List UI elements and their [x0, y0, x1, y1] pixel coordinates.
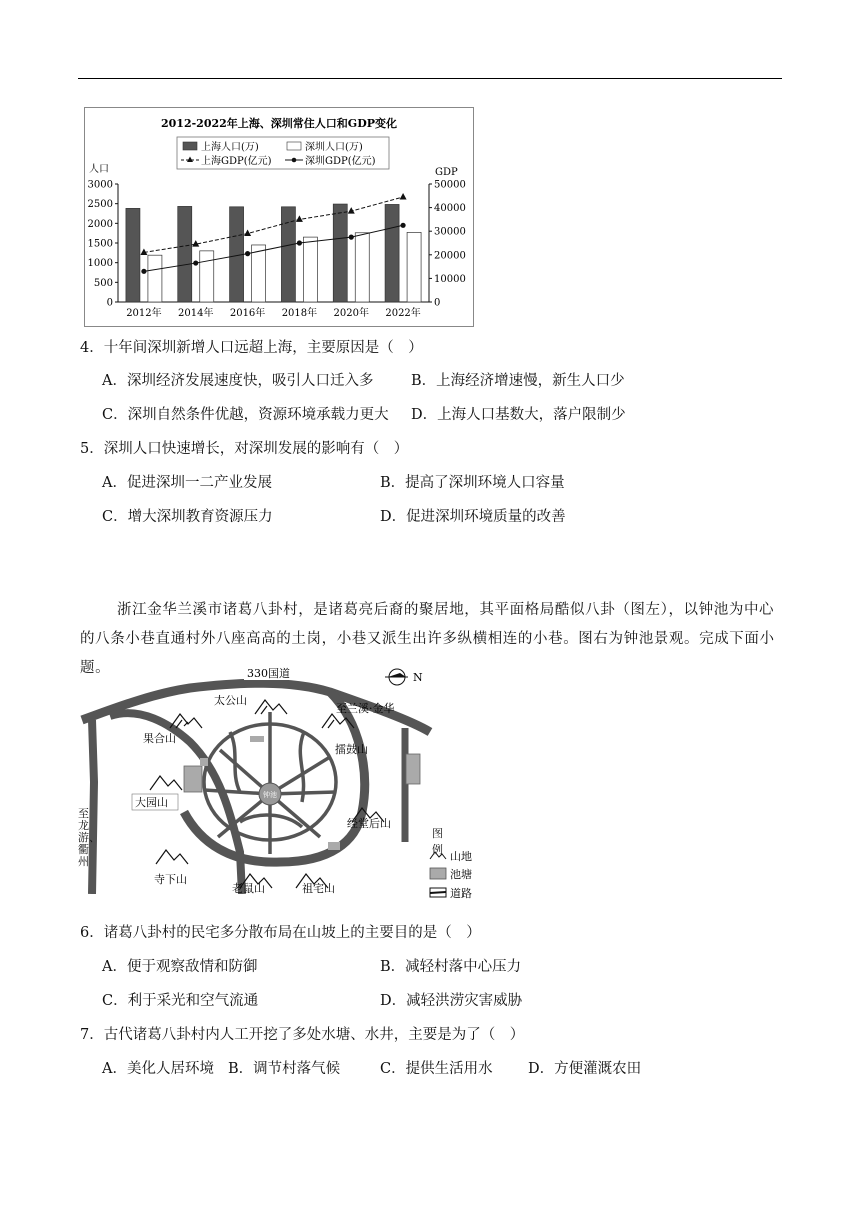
bar [407, 232, 421, 302]
chart-canvas [85, 108, 473, 326]
legend-road: 道路 [450, 887, 472, 900]
road-south [92, 720, 94, 894]
legend-mountain: 山地 [450, 850, 472, 863]
legend-shanghai-pop: 上海人口(万) [201, 142, 259, 153]
x-tick-label: 2016年 [229, 308, 266, 319]
mountain-leigu: 擂鼓山 [335, 743, 368, 756]
legend-pond: 池塘 [450, 868, 472, 881]
point-triangle [244, 230, 251, 237]
x-tick-label: 2018年 [281, 308, 318, 319]
left-tick-label: 0 [106, 297, 113, 309]
x-tick-label: 2022年 [385, 308, 421, 319]
right-tick-label: 10000 [434, 273, 466, 285]
point-circle [245, 251, 250, 256]
bar [355, 233, 369, 302]
to-longyou-label: 至龙游、衢州 [78, 807, 100, 868]
bar [303, 237, 317, 302]
pond-east [406, 754, 420, 784]
q7-option-a[interactable]: A．美化人居环境 [102, 1061, 214, 1077]
road-legend-icon [430, 888, 446, 897]
left-axis-label: 人口 [89, 164, 109, 175]
q5-option-d[interactable]: D．促进深圳环境质量的改善 [380, 509, 566, 525]
population-gdp-chart [84, 107, 474, 327]
point-circle [297, 240, 302, 245]
right-tick-label: 50000 [434, 179, 466, 191]
point-triangle [400, 193, 407, 200]
right-axis-label: GDP [435, 167, 458, 178]
left-tick-label: 1500 [87, 238, 113, 250]
map-legend-title: 图例 [432, 827, 443, 856]
q6-option-b[interactable]: B．减轻村落中心压力 [380, 959, 522, 975]
mountain-guohe: 果合山 [143, 732, 176, 745]
q4-option-c[interactable]: C．深圳自然条件优越，资源环境承载力更大 [102, 407, 389, 423]
legend-shenzhen-gdp: 深圳GDP(亿元) [305, 156, 376, 167]
map-legend [428, 845, 508, 905]
mountain-legend-icon [430, 852, 446, 859]
point-circle [141, 269, 146, 274]
bar [126, 208, 140, 302]
x-tick-label: 2020年 [333, 308, 369, 319]
q4-stem: 4．十年间深圳新增人口远超上海，主要原因是（ ） [80, 340, 423, 356]
header-rule [78, 78, 782, 79]
legend-swatch-shenzhen-pop [287, 142, 301, 150]
left-tick-label: 500 [93, 277, 113, 289]
q4-option-a[interactable]: A．深圳经济发展速度快，吸引人口迁入多 [102, 373, 374, 389]
zhongchi-label: 钟池 [263, 791, 277, 799]
point-circle [193, 260, 198, 265]
bar [148, 255, 162, 302]
right-tick-label: 20000 [434, 250, 466, 262]
q5-option-a[interactable]: A．促进深圳一二产业发展 [102, 475, 272, 491]
bagua-village-map [80, 662, 442, 894]
legend-shenzhen-pop: 深圳人口(万) [305, 142, 363, 153]
bar [252, 245, 266, 302]
pond-north [250, 736, 264, 742]
to-lanxi-label: 至兰溪·金华 [336, 702, 395, 715]
pond-south [328, 842, 340, 850]
point-triangle [296, 215, 303, 222]
mountain-zuzhai: 祖宅山 [302, 882, 335, 894]
mountain-jingtanghou: 经堂后山 [347, 817, 391, 830]
bar [178, 206, 192, 302]
bar [333, 204, 347, 302]
q6-option-d[interactable]: D．减轻洪涝灾害威胁 [380, 993, 523, 1009]
legend-swatch-shanghai-pop [183, 142, 197, 150]
legend-shanghai-gdp: 上海GDP(亿元) [201, 156, 272, 167]
q6-option-a[interactable]: A．便于观察敌情和防御 [102, 959, 258, 975]
road-330-label: 330国道 [247, 667, 290, 680]
q5-stem: 5．深圳人口快速增长，对深圳发展的影响有（ ） [80, 441, 409, 457]
pond-west [184, 766, 202, 792]
point-triangle [348, 207, 355, 214]
reading-passage: 浙江金华兰溪市诸葛八卦村，是诸葛亮后裔的聚居地，其平面格局酷似八卦（图左），以钟池为中心的八条小巷直通村外八座高高的土岗，小巷又派生出许多纵横相连的小巷。图右为钟池景观。完成下面小题。 [80, 602, 775, 676]
q6-stem: 6．诸葛八卦村的民宅多分散布局在山坡上的主要目的是（ ） [80, 925, 481, 941]
q5-option-b[interactable]: B．提高了深圳环境人口容量 [380, 475, 565, 491]
mountain-dayuan: 大园山 [135, 796, 168, 809]
left-tick-label: 3000 [87, 179, 113, 191]
north-label: N [413, 671, 423, 684]
bar [385, 204, 399, 302]
q7-option-d[interactable]: D．方便灌溉农田 [528, 1061, 642, 1077]
right-tick-label: 30000 [434, 226, 466, 238]
north-arrow-icon [385, 669, 408, 685]
q7-stem: 7．古代诸葛八卦村内人工开挖了多处水塘、水井，主要是为了（ ） [80, 1027, 525, 1043]
point-circle [400, 223, 405, 228]
q4-option-b[interactable]: B．上海经济增速慢，新生人口少 [411, 373, 625, 389]
mountain-sixia: 寺下山 [154, 873, 187, 886]
x-tick-label: 2012年 [126, 308, 162, 319]
x-tick-label: 2014年 [178, 308, 214, 319]
legend-marker-circle [292, 158, 297, 163]
mountain-taigong: 太公山 [214, 694, 247, 707]
pond-legend-icon [430, 868, 446, 879]
point-circle [349, 235, 354, 240]
q7-option-b[interactable]: B．调节村落气候 [228, 1061, 341, 1077]
left-tick-label: 1000 [87, 258, 113, 270]
chart-title: 2012-2022年上海、深圳常住人口和GDP变化 [161, 117, 397, 130]
mountain-laoshu: 老鼠山 [232, 882, 265, 894]
q7-option-c[interactable]: C．提供生活用水 [380, 1061, 493, 1077]
right-tick-label: 0 [434, 297, 441, 309]
bar [200, 251, 214, 302]
q4-option-d[interactable]: D．上海人口基数大，落户限制少 [411, 407, 626, 423]
right-tick-label: 40000 [434, 203, 466, 215]
q5-option-c[interactable]: C．增大深圳教育资源压力 [102, 509, 273, 525]
left-tick-label: 2000 [87, 218, 113, 230]
pond-small [200, 758, 208, 766]
left-tick-label: 2500 [87, 199, 113, 211]
map-canvas [80, 662, 442, 894]
q6-option-c[interactable]: C．利于采光和空气流通 [102, 993, 259, 1009]
